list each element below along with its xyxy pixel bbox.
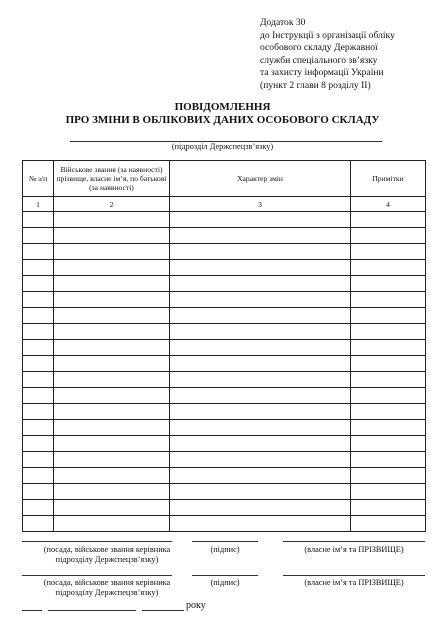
document-title	[0, 101, 445, 127]
cell-person[interactable]	[54, 244, 170, 260]
cell-person[interactable]	[54, 228, 170, 244]
position-caption-line: (посада, військове звання керівника	[43, 578, 171, 587]
year-fill-line[interactable]	[142, 610, 184, 611]
cell-person[interactable]	[54, 340, 170, 356]
signature-fill-line[interactable]	[192, 575, 258, 576]
column-number: 3	[170, 197, 351, 212]
cell-notes[interactable]	[351, 324, 426, 340]
cell-notes[interactable]	[351, 500, 426, 516]
header-person: Військове звання (за наявності) прізвище, власне ім’я, по батькові (за наявності)	[54, 161, 170, 197]
cell-notes[interactable]	[351, 484, 426, 500]
column-number: 4	[351, 197, 426, 212]
signature-fill-line[interactable]	[192, 541, 258, 542]
cell-person[interactable]	[54, 436, 170, 452]
cell-number[interactable]	[23, 420, 54, 436]
title-line-2: ПРО ЗМІНИ В ОБЛІКОВИХ ДАНИХ ОСОБОВОГО СКЛАДУ	[65, 114, 380, 126]
cell-notes[interactable]	[351, 372, 426, 388]
cell-person[interactable]	[54, 404, 170, 420]
table-row	[23, 340, 426, 356]
table-row	[23, 436, 426, 452]
cell-number[interactable]	[23, 276, 54, 292]
cell-notes[interactable]	[351, 212, 426, 228]
cell-notes[interactable]	[351, 260, 426, 276]
signature-caption: (підпис)	[210, 545, 240, 554]
table-row	[23, 260, 426, 276]
cell-number[interactable]	[23, 516, 54, 532]
changes-table	[22, 160, 426, 532]
cell-person[interactable]	[54, 324, 170, 340]
cell-number[interactable]	[23, 500, 54, 516]
name-fill-line[interactable]	[283, 541, 425, 542]
header-number: № з/п	[23, 161, 54, 197]
name-fill-line[interactable]	[283, 575, 425, 576]
cell-change-nature[interactable]	[170, 308, 351, 324]
appendix-line: та захисту інформації України	[260, 67, 384, 79]
cell-notes[interactable]	[351, 276, 426, 292]
cell-person[interactable]	[54, 276, 170, 292]
table-row	[23, 324, 426, 340]
header-notes: Примітки	[351, 161, 426, 197]
table-row	[23, 308, 426, 324]
month-fill-line[interactable]	[48, 610, 136, 611]
cell-number[interactable]	[23, 484, 54, 500]
table-row	[23, 500, 426, 516]
cell-change-nature[interactable]	[170, 292, 351, 308]
cell-change-nature[interactable]	[170, 452, 351, 468]
position-fill-line[interactable]	[22, 541, 172, 542]
cell-change-nature[interactable]	[170, 404, 351, 420]
column-number: 1	[23, 197, 54, 212]
cell-number[interactable]	[23, 212, 54, 228]
table-row	[23, 516, 426, 532]
cell-notes[interactable]	[351, 452, 426, 468]
cell-number[interactable]	[23, 324, 54, 340]
cell-change-nature[interactable]	[170, 324, 351, 340]
cell-notes[interactable]	[351, 468, 426, 484]
signature-caption: (підпис)	[210, 578, 240, 587]
cell-change-nature[interactable]	[170, 212, 351, 228]
cell-number[interactable]	[23, 452, 54, 468]
cell-number[interactable]	[23, 292, 54, 308]
table-row	[23, 404, 426, 420]
cell-change-nature[interactable]	[170, 484, 351, 500]
column-number: 2	[54, 197, 170, 212]
cell-person[interactable]	[54, 516, 170, 532]
cell-person[interactable]	[54, 260, 170, 276]
cell-person[interactable]	[54, 372, 170, 388]
cell-notes[interactable]	[351, 388, 426, 404]
table-row	[23, 356, 426, 372]
cell-number[interactable]	[23, 340, 54, 356]
cell-person[interactable]	[54, 420, 170, 436]
appendix-line: Додаток 30	[260, 17, 306, 28]
cell-change-nature[interactable]	[170, 244, 351, 260]
cell-notes[interactable]	[351, 308, 426, 324]
name-caption: (власне ім’я та ПРІЗВИЩЕ)	[304, 545, 404, 554]
cell-person[interactable]	[54, 308, 170, 324]
position-caption-line: підрозділу Держспецзв’язку)	[55, 555, 159, 564]
table-row	[23, 452, 426, 468]
cell-change-nature[interactable]	[170, 260, 351, 276]
cell-change-nature[interactable]	[170, 388, 351, 404]
cell-person[interactable]	[54, 292, 170, 308]
cell-change-nature[interactable]	[170, 516, 351, 532]
day-fill-line[interactable]	[22, 610, 42, 611]
table-row	[23, 276, 426, 292]
title-line-1: ПОВІДОМЛЕННЯ	[174, 101, 271, 113]
table-row	[23, 212, 426, 228]
appendix-note	[260, 17, 440, 93]
cell-notes[interactable]	[351, 340, 426, 356]
cell-notes[interactable]	[351, 356, 426, 372]
cell-notes[interactable]	[351, 516, 426, 532]
position-fill-line[interactable]	[22, 575, 172, 576]
cell-number[interactable]	[23, 468, 54, 484]
cell-person[interactable]	[54, 388, 170, 404]
cell-number[interactable]	[23, 228, 54, 244]
header-change-nature: Характер змін	[170, 161, 351, 197]
table-row	[23, 388, 426, 404]
table-row	[23, 484, 426, 500]
name-caption: (власне ім’я та ПРІЗВИЩЕ)	[304, 578, 404, 587]
cell-notes[interactable]	[351, 228, 426, 244]
appendix-line: до Інструкції з організації обліку	[260, 29, 395, 41]
table-row	[23, 292, 426, 308]
appendix-line: особового складу Державної	[260, 42, 378, 54]
cell-number[interactable]	[23, 356, 54, 372]
cell-person[interactable]	[54, 452, 170, 468]
position-caption	[22, 545, 192, 565]
cell-person[interactable]	[54, 356, 170, 372]
cell-number[interactable]	[23, 244, 54, 260]
cell-person[interactable]	[54, 468, 170, 484]
cell-number[interactable]	[23, 372, 54, 388]
cell-number[interactable]	[23, 404, 54, 420]
cell-notes[interactable]	[351, 404, 426, 420]
cell-change-nature[interactable]	[170, 420, 351, 436]
year-label: року	[186, 600, 206, 611]
cell-number[interactable]	[23, 308, 54, 324]
cell-number[interactable]	[23, 260, 54, 276]
cell-change-nature[interactable]	[170, 436, 351, 452]
cell-change-nature[interactable]	[170, 340, 351, 356]
cell-change-nature[interactable]	[170, 228, 351, 244]
table-row	[23, 244, 426, 260]
position-caption-line: (посада, військове звання керівника	[43, 545, 171, 554]
cell-change-nature[interactable]	[170, 276, 351, 292]
cell-person[interactable]	[54, 212, 170, 228]
table-row	[23, 372, 426, 388]
cell-change-nature[interactable]	[170, 356, 351, 372]
table-row	[23, 420, 426, 436]
cell-notes[interactable]	[351, 244, 426, 260]
cell-change-nature[interactable]	[170, 468, 351, 484]
position-caption-line: підрозділу Держспецзв’язку)	[55, 588, 159, 597]
cell-notes[interactable]	[351, 436, 426, 452]
cell-person[interactable]	[54, 484, 170, 500]
appendix-line: (пункт 2 глави 8 розділу II)	[260, 79, 371, 91]
table-row	[23, 468, 426, 484]
column-number-row	[23, 197, 426, 212]
table-header-row	[23, 161, 426, 197]
cell-notes[interactable]	[351, 420, 426, 436]
cell-change-nature[interactable]	[170, 372, 351, 388]
table-row	[23, 228, 426, 244]
appendix-line: служби спеціального зв’язку	[260, 54, 378, 66]
unit-caption: (підрозділ Держспецзв’язку)	[171, 142, 274, 151]
position-caption	[22, 578, 192, 598]
cell-change-nature[interactable]	[170, 500, 351, 516]
cell-number[interactable]	[23, 436, 54, 452]
cell-notes[interactable]	[351, 292, 426, 308]
cell-person[interactable]	[54, 500, 170, 516]
cell-number[interactable]	[23, 388, 54, 404]
